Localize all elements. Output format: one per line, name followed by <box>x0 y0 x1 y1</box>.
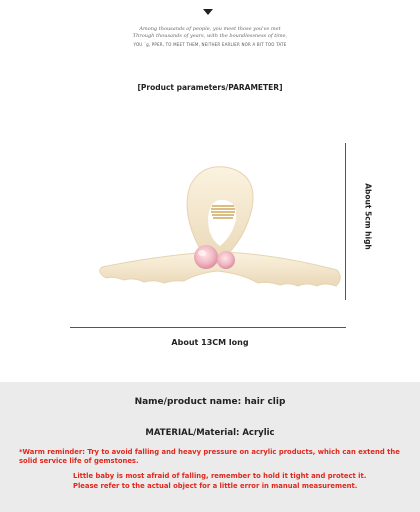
script-line-1: Among thousands of people, you meet those you've met <box>139 26 281 32</box>
height-dimension-line <box>345 143 346 300</box>
tagline: YOU ´g, PPER, TO MEET THEM, NEITHER EARLIER NOR A BIT TOO TATE <box>133 42 287 47</box>
down-triangle-icon <box>203 9 213 15</box>
length-dimension-line <box>70 327 346 328</box>
length-label: About 13CM long <box>171 338 249 347</box>
product-name: Name/product name: hair clip <box>134 397 286 407</box>
hair-clip-image <box>92 160 352 300</box>
warm-reminder: *Warm reminder: Try to avoid falling and heavy pressure on acrylic products, which can extend the solid service life of gemstones. <box>19 448 400 465</box>
height-label: About 5cm high <box>363 183 373 250</box>
measurement-note: Little baby is most afraid of falling, remember to hold it tight and protect it. Please refer to the actual object for a little error in manual measurement. <box>73 472 367 490</box>
script-line-2: Through thousands of years, with the boundlessness of time, <box>132 33 288 39</box>
params-title: [Product parameters/PARAMETER] <box>137 83 283 92</box>
product-material: MATERIAL/Material: Acrylic <box>145 428 275 438</box>
